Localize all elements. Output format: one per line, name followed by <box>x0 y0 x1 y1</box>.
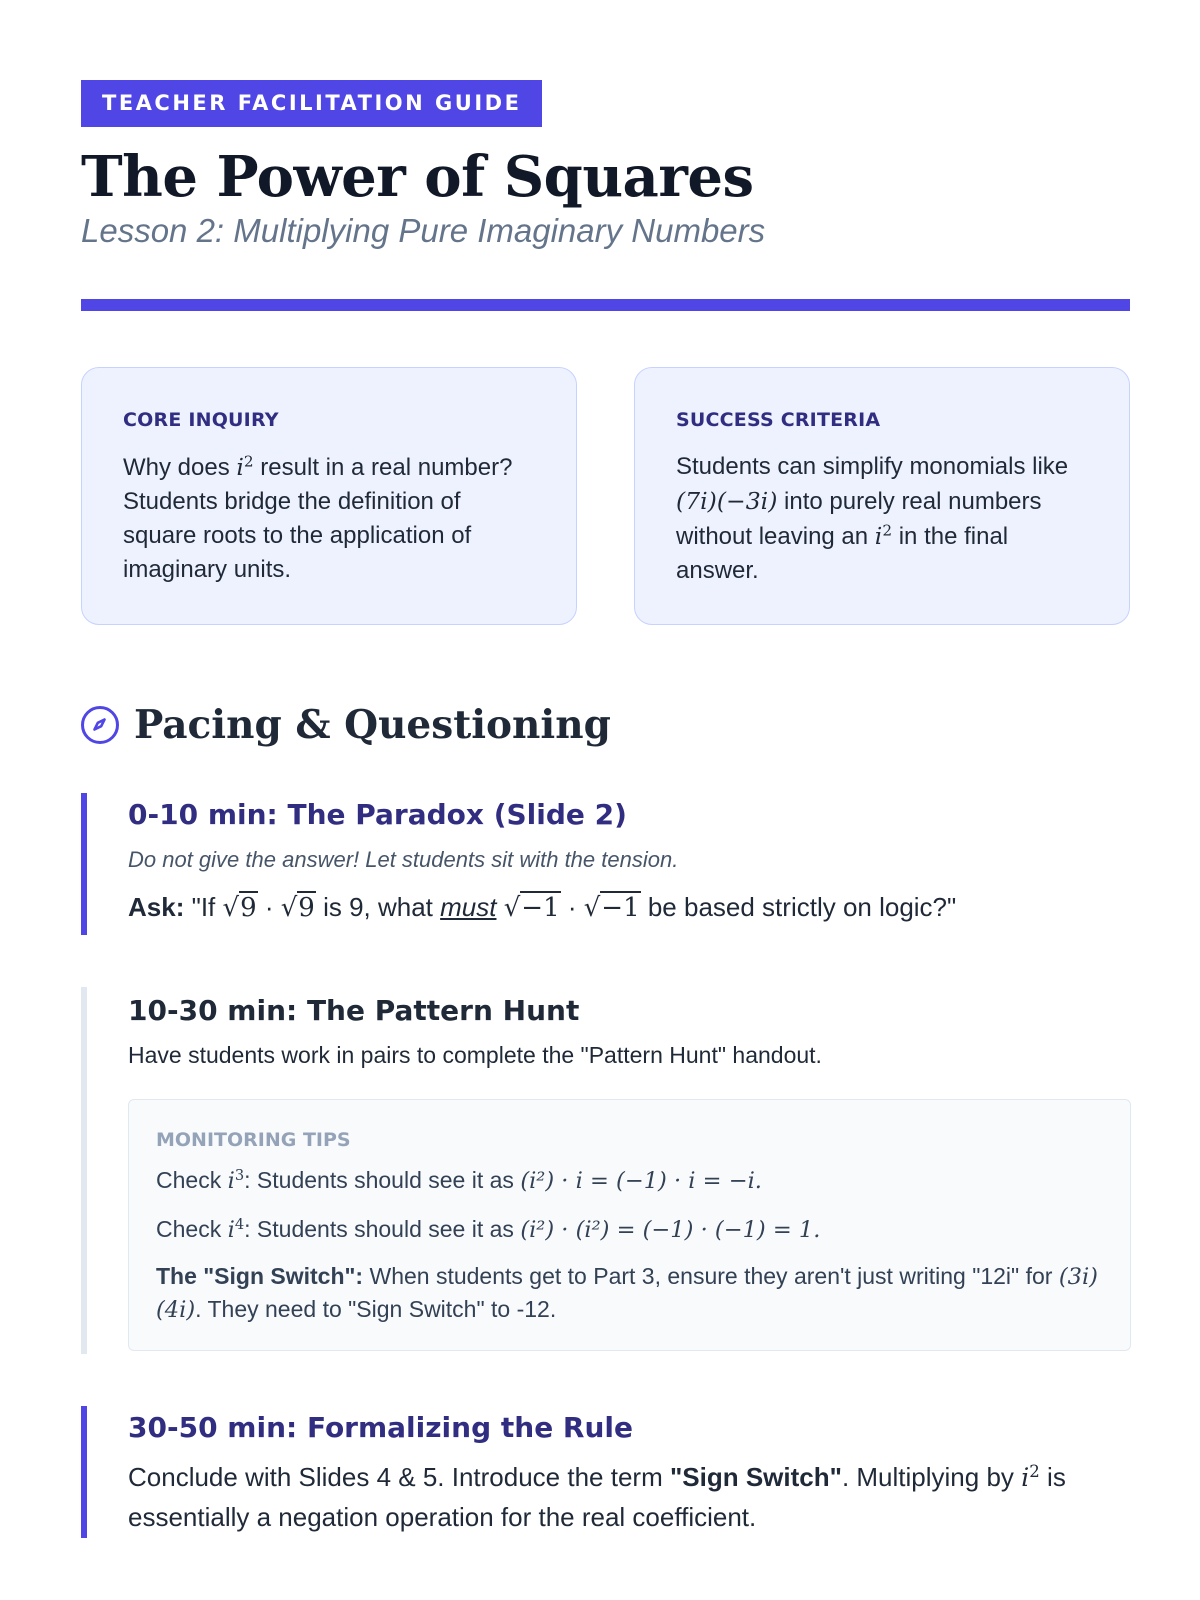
card-label: CORE INQUIRY <box>123 409 279 431</box>
card-body <box>123 450 536 587</box>
block-title: 10-30 min: The Pattern Hunt <box>128 994 580 1027</box>
page-title: The Power of Squares <box>81 144 754 210</box>
facilitator-note: Do not give the answer! Let students sit with the tension. <box>128 847 679 872</box>
tip-item: Check $i^4$: Students should see it as (i²) · (i²) = (−1) · (−1) = 1. <box>156 1215 821 1243</box>
accent-bar <box>81 1406 87 1538</box>
page-subtitle: Lesson 2: Multiplying Pure Imaginary Numbers <box>81 212 766 249</box>
monitoring-tips-box <box>128 1099 1131 1351</box>
tips-label: MONITORING TIPS <box>156 1129 351 1151</box>
block-title: 0-10 min: The Paradox (Slide 2) <box>128 798 627 831</box>
guide-type-badge: TEACHER FACILITATION GUIDE <box>81 80 542 127</box>
card-label: SUCCESS CRITERIA <box>676 409 881 431</box>
text: result in a real number? Students bridge the definition of square roots to the application of imaginary units. <box>123 454 513 583</box>
section-header <box>81 701 1130 749</box>
math-expression: $i^2$ <box>874 521 893 550</box>
block-description: Have students work in pairs to complete the "Pattern Hunt" handout. <box>128 1042 822 1068</box>
math-expression: $i^2$ <box>236 452 254 481</box>
text: into purely real numbers without leaving an <box>676 488 1042 550</box>
math-expression: (7i)(−3i) <box>676 487 778 515</box>
pacing-block-paradox <box>81 793 1130 935</box>
card-body <box>676 450 1089 588</box>
header-divider <box>81 299 1130 311</box>
pacing-block-formalizing <box>81 1406 1130 1538</box>
tip-item: The "Sign Switch": When students get to Part 3, ensure they aren't just writing "12i" for (3i)(4i). They need to "Sign Switch" to -12. <box>156 1263 1098 1323</box>
core-inquiry-card <box>81 367 577 625</box>
text: in the final answer. <box>676 523 1009 584</box>
text: Students can simplify monomials like <box>676 453 1069 480</box>
pacing-block-pattern-hunt <box>81 987 1130 1354</box>
compass-icon <box>81 706 119 744</box>
ask-prompt: Ask: "If √9 · √9 is 9, what must √−1 · √−1 be based strictly on logic?" <box>128 892 957 923</box>
block-title: 30-50 min: Formalizing the Rule <box>128 1411 634 1444</box>
guide-page <box>81 80 1130 1538</box>
accent-bar <box>81 987 87 1354</box>
block-description: Conclude with Slides 4 & 5. Introduce the term "Sign Switch". Multiplying by $i^2$ is essentially a negation operation for the real coefficient. <box>128 1461 1066 1532</box>
accent-bar <box>81 793 87 935</box>
tip-item: Check $i^3$: Students should see it as (i²) · i = (−1) · i = −i. <box>156 1166 762 1194</box>
success-criteria-card <box>634 367 1130 625</box>
text: Why does <box>123 454 237 481</box>
summary-cards <box>81 367 1130 625</box>
section-title: Pacing & Questioning <box>134 702 611 748</box>
